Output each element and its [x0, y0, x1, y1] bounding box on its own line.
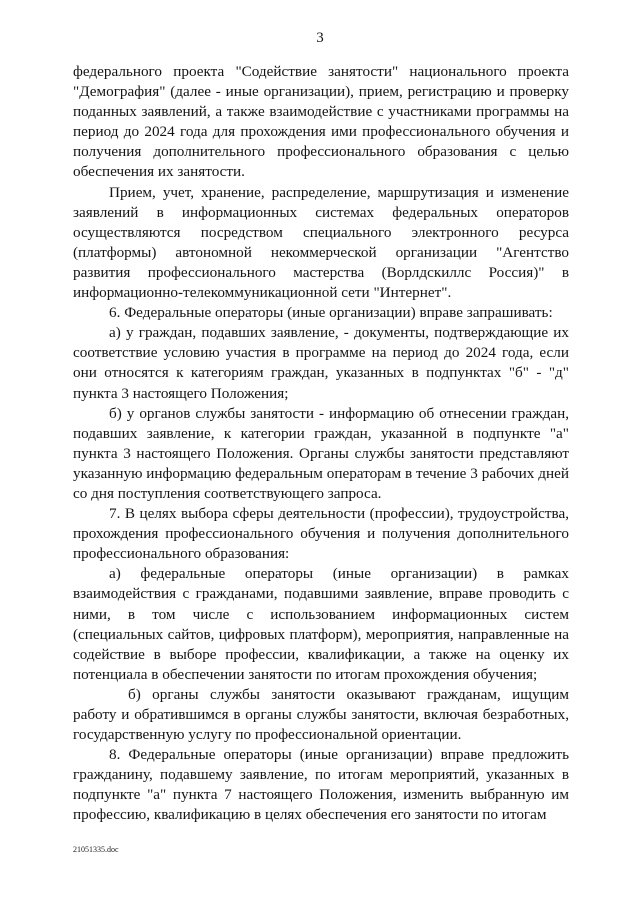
paragraph-item-6b: б) у органов службы занятости - информацию об отнесении граждан, подавших заявление, к категории граждан, указанной в подпункте "а" пункта 3 настоящего Положения. Органы службы занятости представляют указанную информацию федеральным операторам в течение 3 рабочих дней со дня поступления соответствующего запроса.	[73, 404, 569, 502]
paragraph-item-6: 6. Федеральные операторы (иные организации) вправе запрашивать:	[109, 304, 553, 322]
page-number: 3	[316, 30, 324, 46]
paragraph-applications-processing: Прием, учет, хранение, распределение, маршрутизация и изменение заявлений в информационных системах федеральных операторов осуществляются посредством специального электронного ресурса (платформы) автономной некоммерческой организации "Агентство развития профессионального мастерства (Ворлдскиллс Россия)" в информационно-телекоммуникационной сети "Интернет".	[73, 183, 569, 302]
paragraph-continuation: федерального проекта "Содействие занятости" национального проекта "Демография" (далее - иные организации), прием, регистрацию и проверку поданных заявлений, а также взаимодействие с участниками программы на период до 2024 года для прохождения ими профессионального обучения и получения дополнительного профессионального образования с целью обеспечения их занятости.	[73, 63, 569, 181]
paragraph-item-7a: а) федеральные операторы (иные организации) в рамках взаимодействия с гражданами, подавшими заявление, вправе проводить с ними, в том числе с использованием информационных систем (специальных сайтов, цифровых платформ), мероприятия, направленные на содействие в выборе профессии, квалификации, а также на оценку их потенциала в обеспечении занятости по итогам прохождения обучения;	[73, 565, 569, 683]
footer-document-ref: 21051335.doc	[73, 845, 119, 854]
paragraph-item-7b: б) органы службы занятости оказывают гражданам, ищущим работу и обратившимся в органы службы занятости, включая безработных, государственную услугу по профессиональной ориентации.	[73, 685, 569, 744]
paragraph-item-7: 7. В целях выбора сферы деятельности (профессии), трудоустройства, прохождения профессионального обучения и получения дополнительного профессионального образования:	[73, 505, 569, 563]
paragraph-item-8: 8. Федеральные операторы (иные организации) вправе предложить гражданину, подавшему заявление, по итогам мероприятий, указанных в подпункте "а" пункта 7 настоящего Положения, изменить выбранную им профессию, квалификацию в целях обеспечения его занятости по итогам	[73, 746, 569, 824]
document-body	[73, 62, 569, 826]
paragraph-item-6a: а) у граждан, подавших заявление, - документы, подтверждающие их соответствие условию участия в программе на период до 2024 года, если они относятся к категориям граждан, указанных в подпунктах "б" - "д" пункта 3 настоящего Положения;	[73, 324, 569, 402]
